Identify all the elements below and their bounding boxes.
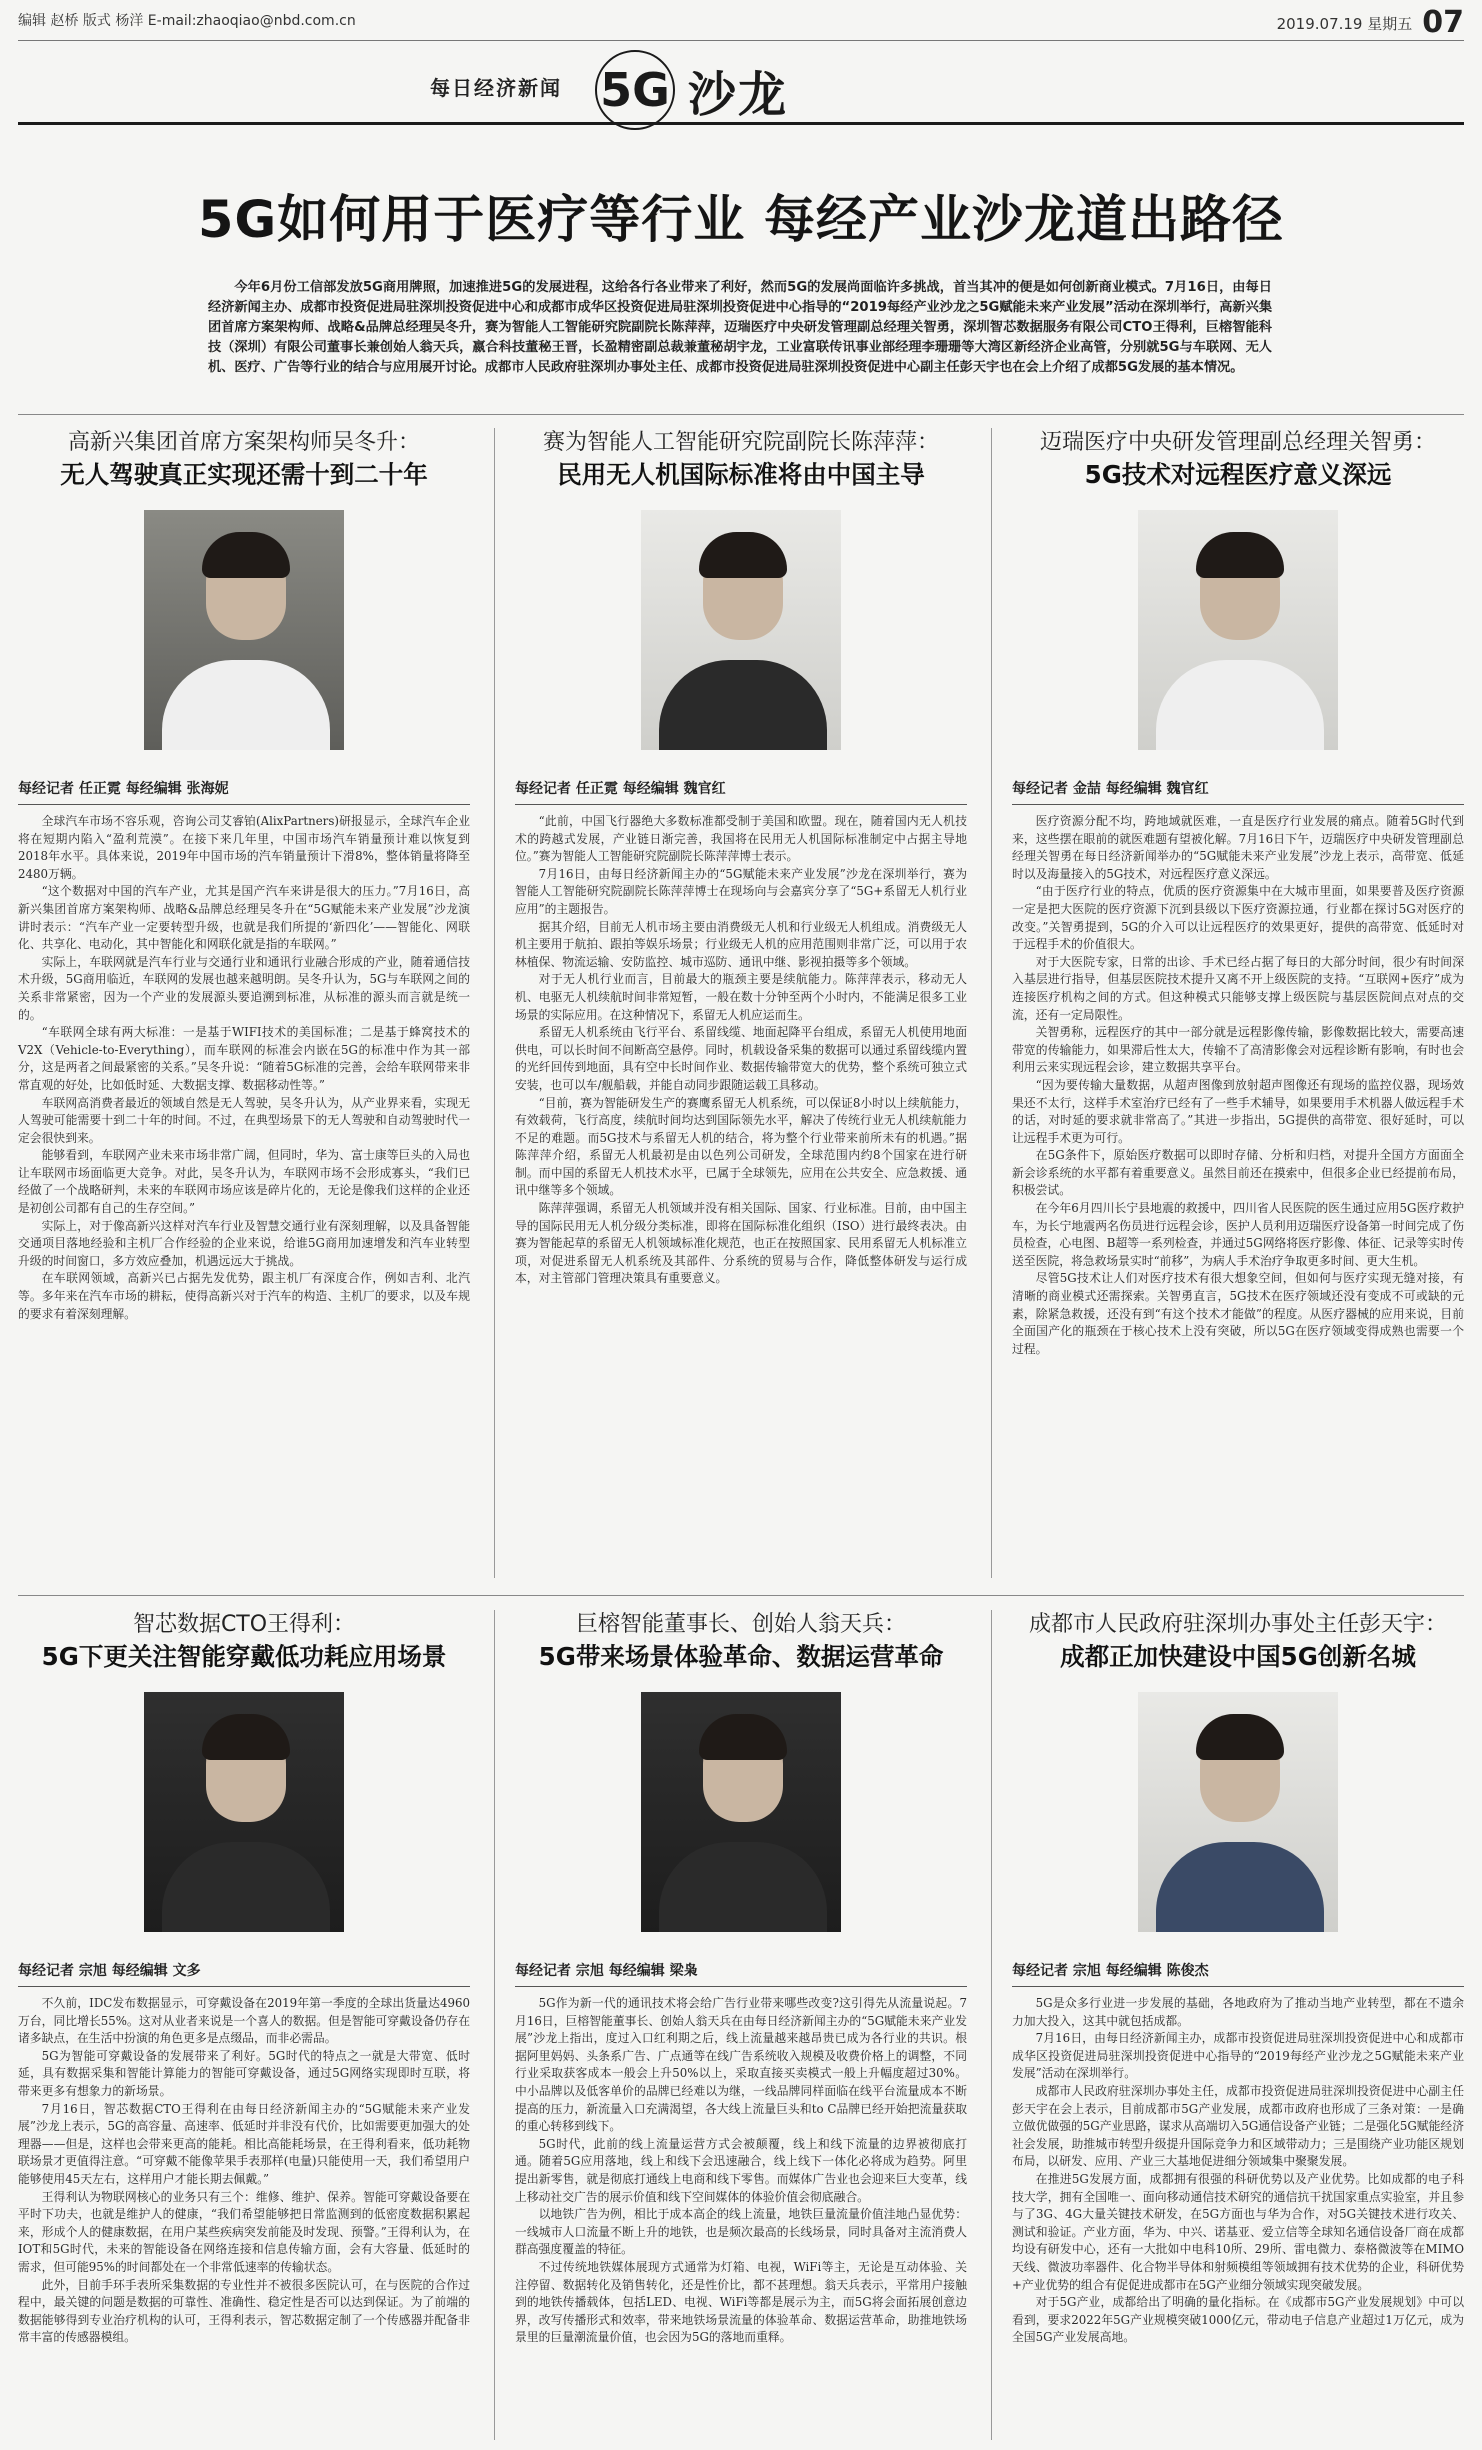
row-divider [18,1595,1464,1596]
article-body [515,1995,967,2347]
paragraph: 对于无人机行业而言，目前最大的瓶颈主要是续航能力。陈萍萍表示，移动无人机、电驱无人机续航时间非常短暂，一般在数十分钟至两个小时内，不能满足很多工业场景的实际应用。在这种情况下，系留无人机应运而生。 [515,972,967,1022]
article-body [18,813,470,1323]
section-masthead [430,50,950,130]
section-title: 沙龙 [688,67,789,123]
paragraph: 在推进5G发展方面，成都拥有很强的科研优势以及产业优势。比如成都的电子科技大学，拥有全国唯一、面向移动通信技术研究的通信抗干扰国家重点实验室，并且参与了3G、4G大量关键技术研发，在5G方面也与华为合作，对5G关键技术进行攻关、测试和验证。产业方面，华为、中兴、诺基亚、爱立信等全球知名通信设备厂商在成都均设有研发中心，还有一大批如中电科10所、29所、雷电微力、泰格微波等在MIMO天线、微波功率器件、化合物半导体和射频模组等领域拥有技术优势的企业，科研优势+产业优势的组合有促促进成都市在5G产业细分领域实现突破发展。 [1012,2171,1464,2292]
paragraph: 系留无人机系统由飞行平台、系留线缆、地面起降平台组成，系留无人机使用地面供电，可以长时间不间断高空悬停。同时，机载设备采集的数据可以通过系留线缆内置的光纤回传到地面，具有空中长时间作业、数据传输带宽大的优势，整个系统可独立式安装，也可以车/舰船载，并能自动同步跟随运载工具移动。 [515,1025,967,1092]
paragraph: 车联网高消费者最近的领域自然是无人驾驶，吴冬升认为，从产业界来看，实现无人驾驶可能需要十到二十年的时间。不过，在典型场景下的无人驾驶和自动驾驶时代一定会很快到来。 [18,1095,470,1145]
article-chen-pingping [515,428,967,1288]
byline-rule [515,1986,967,1987]
lead-rule [18,414,1464,415]
paragraph: 以地铁广告为例，相比于成本高企的线上流量，地铁巨量流量价值洼地凸显优势：一线城市人口流量不断上升的地铁，也是频次最高的长线场景，同时具备对主流消费人群高强度覆盖的特征。 [515,2207,967,2257]
paragraph: 关智勇称，远程医疗的其中一部分就是远程影像传输，影像数据比较大，需要高速带宽的传输能力，如果滞后性太大，传输不了高清影像会对远程诊断有影响，有时也会利用云来实现远程会诊，建立数据共享平台。 [1012,1025,1464,1075]
portrait-hair [202,1714,290,1760]
byline-rule [1012,1986,1464,1987]
portrait-body [659,660,827,750]
article-title: 5G技术对远程医疗意义深远 [1084,460,1392,489]
paragraph: 不久前，IDC发布数据显示，可穿戴设备在2019年第一季度的全球出货量达4960万台，同比增长55%。这对从业者来说是一个喜人的数据。但是智能可穿戴设备仍存在诸多缺点，在生活中扮演的角色更多是点缀品，而非必需品。 [18,1996,470,2046]
article-byline: 每经记者 任正霓 每经编辑 魏官红 [515,781,726,797]
column-divider [494,428,495,1578]
paragraph: 不过传统地铁媒体展现方式通常为灯箱、电视，WiFi等主，无论是互动体验、关注停留、数据转化及销售转化，还是性价比，都不甚理想。翁天兵表示，平常用户接触到的地铁传播载体，包括LED、电视、WiFi等都是展示为主，而5G将会面拓展创意边界，改写传播形式和效率，带来地铁场景流量的体验革命、数据运营革命，助推地铁场景里的巨量潮流量价值，也会因为5G的落地而重释。 [515,2259,967,2345]
portrait-photo [1138,1692,1338,1932]
paragraph: 5G作为新一代的通讯技术将会给广告行业带来哪些改变?这引得先从流量说起。7月16日，巨榕智能董事长、创始人翁天兵在由每日经济新闻主办的“5G赋能未来产业发展”沙龙上指出，度过入口红利期之后，线上流量越来越昂贵已成为各行业的共识。根据阿里妈妈、头条系广告、广点通等在线广告系统收入规模及收费价格上的调整，不同行业采取获客成本一般会上升50%以上，采取直接买卖模式一般上升幅度超过30%。中小品牌以及低客单价的品牌已经难以为继，一线品牌同样面临在线平台流量成本不断提高的压力，新流量入口充满渴望，各大线上流量巨头和to C品牌已经开始把流量获取的重心转移到线下。 [515,1996,967,2134]
paragraph: 实际上，车联网就是汽车行业与交通行业和通讯行业融合形成的产业，随着通信技术升级，5G商用临近，车联网的发展也越来越明朗。吴冬升认为，5G与车联网之间的关系非常紧密，因为一个产业的发展源头要追溯到标准，从标准的源头而言就是统一的。 [18,954,470,1022]
portrait-hair [1196,532,1284,578]
article-title: 民用无人机国际标准将由中国主导 [557,460,925,489]
5g-logo-text: 5G [600,63,670,117]
portrait-hair [202,532,290,578]
article-title: 5G下更关注智能穿戴低功耗应用场景 [41,1642,447,1671]
article-kicker: 高新兴集团首席方案架构师吴冬升： [67,430,420,455]
paragraph: 此外，目前手环手表所采集数据的专业性并不被很多医院认可，在与医院的合作过程中，最关键的问题是数据的可靠性、准确性、稳定性是否可以达到保证。为了前端的数据能够得到专业治疗机构的认可，王得利表示，智芯数据定制了一个传感器并配备非常丰富的传感器模组。 [18,2277,470,2345]
paragraph: 陈萍萍强调，系留无人机领域并没有相关国际、国家、行业标准。目前，由中国主导的国际民用无人机分级分类标准，即将在国际标准化组织（ISO）进行最终表决。由赛为智能起草的系留无人机领域标准化规范，也正在按照国家、民用系留无人机标准立项，对促进系留无人机系统及其部件、分系统的贸易与合作，降低整体研发与运行成本，对主管部门管理决策具有重要意义。 [515,1201,967,1286]
portrait-hair [1196,1714,1284,1760]
portrait-photo [641,1692,841,1932]
paragraph: 对于大医院专家，日常的出诊、手术已经占据了每日的大部分时间，很少有时间深入基层进行指导，但基层医院技术提升又离不开上级医院的支持。“互联网+医疗”成为连接医疗机构之间的方式。但这种模式只能够支撑上级医院与基层医院间点对点的交流，还有一定局限性。 [1012,954,1464,1022]
article-body [1012,813,1464,1358]
portrait-photo [641,510,841,750]
article-kicker: 成都市人民政府驻深圳办事处主任彭天宇： [1028,1612,1447,1637]
paragraph: 能够看到，车联网产业未来市场非常广阔，但同时，华为、富士康等巨头的入局也让车联网市场面临更大竞争。对此，吴冬升认为，车联网市场不会形成寡头，“我们已经做了一个战略研判，未来的车联网市场应该是碎片化的，无论是像我们这样的企业还是初创公司都有自己的生存空间。” [18,1148,470,1216]
paragraph: “由于医疗行业的特点，优质的医疗资源集中在大城市里面，如果要普及医疗资源一定是把大医院的医疗资源下沉到县级以下医疗资源拉通，行业都在探讨5G对医疗的改变。”关智勇提到，5G的介入可以让远程医疗的效果更好，提供的高带宽、低延时对于远程手术的价值很大。 [1012,884,1464,952]
article-body [515,813,967,1288]
paragraph: 7月16日，由每日经济新闻主办，成都市投资促进局驻深圳投资促进中心和成都市成华区投资促进局驻深圳投资促进中心指导的“2019每经产业沙龙之5G赋能未来产业发展”活动在深圳举行。 [1012,2031,1464,2081]
column-divider [991,428,992,1578]
portrait-body [1156,660,1324,750]
portrait-hair [699,532,787,578]
byline-rule [1012,804,1464,805]
paragraph: 据其介绍，目前无人机市场主要由消费级无人机和行业级无人机组成。消费级无人机主要用于航拍、跟拍等娱乐场景；行业级无人机的应用范围则非常广泛，可以用于农林植保、物流运输、安防监控、城市巡防、通讯中继、影视拍摄等多个领域。 [515,919,967,969]
article-byline: 每经记者 宗旭 每经编辑 陈俊杰 [1012,1963,1209,1979]
top-rule [18,40,1464,41]
paragraph: 5G为智能可穿戴设备的发展带来了利好。5G时代的特点之一就是大带宽、低时延，具有数据采集和智能计算能力的智能可穿戴设备，通过5G网络实现即时互联，将带来更多有想象力的新场景。 [18,2048,470,2098]
paragraph: 7月16日，智芯数据CTO王得利在由每日经济新闻主办的“5G赋能未来产业发展”沙龙上表示，5G的高容量、高速率、低延时并非没有代价，比如需要更加强大的处理器——但是，这样也会带来更高的能耗。相比高能耗场景，在王得利看来，低功耗物联场景才更值得注意。“可穿戴不能像苹果手表那样(电量)只能使用一天，我们希望用户能够使用45天左右，这样用户才能长期去佩戴。” [18,2101,470,2186]
article-kicker: 巨榕智能董事长、创始人翁天兵： [575,1612,906,1637]
byline-rule [515,804,967,805]
editor-credits: 编辑 赵桥 版式 杨洋 E-mail:zhaoqiao@nbd.com.cn [18,13,356,29]
lead-paragraph: 今年6月份工信部发放5G商用牌照，加速推进5G的发展进程，这给各行各业带来了利好，然而5G的发展尚面临许多挑战，首当其冲的便是如何创新商业模式。7月16日，由每日经济新闻主办、成都市投资促进局驻深圳投资促进中心和成都市成华区投资促进局驻深圳投资促进中心指导的“2019每经产业沙龙之5G赋能未来产业发展”活动在深圳举行，高新兴集团首席方案架构师、战略&品牌总经理吴冬升，赛为智能人工智能研究院副院长陈萍萍，迈瑞医疗中央研发管理副总经理关智勇，深圳智芯数据服务有限公司CTO王得利，巨榕智能科技（深圳）有限公司董事长兼创始人翁天兵，嬴合科技董秘王晋，长盈精密副总裁兼董秘胡宇龙，工业富联传讯事业部经理李珊珊等大湾区新经济企业高管，分别就5G与车联网、无人机、医疗、广告等行业的结合与应用展开讨论。成都市人民政府驻深圳办事处主任、成都市投资促进局驻深圳投资促进中心副主任彭天宇也在会上介绍了成都5G发展的基本情况。 [208,280,1272,375]
article-title: 成都正加快建设中国5G创新名城 [1060,1642,1416,1671]
article-body [1012,1995,1464,2347]
paragraph: 医疗资源分配不均，跨地域就医难，一直是医疗行业发展的痛点。随着5G时代到来，这些摆在眼前的就医难题有望被化解。7月16日下午，迈瑞医疗中央研发管理副总经理关智勇在每日经济新闻举办的“5G赋能未来产业发展”沙龙上表示，高带宽、低延时以及海量接入的5G技术，对远程医疗意义深远。 [1012,814,1464,881]
article-kicker: 赛为智能人工智能研究院副院长陈萍萍： [542,430,939,455]
paragraph: “此前，中国飞行器绝大多数标准都受制于美国和欧盟。现在，随着国内无人机技术的跨越式发展，产业链日渐完善，我国将在民用无人机国际标准制定中占据主导地位。”赛为智能人工智能研究院副院长陈萍萍博士表示。 [515,814,967,864]
article-kicker: 智芯数据CTO王得利： [132,1612,356,1637]
paragraph: 尽管5G技术让人们对医疗技术有很大想象空间，但如何与医疗实现无缝对接，有清晰的商业模式还需探索。关智勇直言，5G技术在医疗领域还没有变成不可或缺的元素，除紧急救援，还没有到“有这个技术才能做”的程度。从医疗器械的应用来说，目前全面国产化的瓶颈在于核心技术上没有突破，所以5G在医疗领域变得成熟也需要一个过程。 [1012,1271,1464,1356]
paragraph: 7月16日，由每日经济新闻主办的“5G赋能未来产业发展”沙龙在深圳举行，赛为智能人工智能研究院副院长陈萍萍博士在现场向与会嘉宾分享了“5G+系留无人机行业应用”的主题报告。 [515,866,967,916]
article-byline: 每经记者 金喆 每经编辑 魏官红 [1012,781,1209,797]
paragraph: “这个数据对中国的汽车产业，尤其是国产汽车来讲是很大的压力。”7月16日，高新兴集团首席方案架构师、战略&品牌总经理吴冬升在“5G赋能未来产业发展”沙龙演讲时表示：“汽车产业一定要转型升级，也就是我们所提的‘新四化’——智能化、网联化、共享化、电动化，其中智能化和网联化就是指的车联网。” [18,884,470,952]
issue-info [1276,5,1464,40]
masthead-rule [18,122,1464,125]
article-peng-tianyu [1012,1610,1464,2347]
paragraph: “目前，赛为智能研发生产的赛鹰系留无人机系统，可以保证8小时以上续航能力，有效载荷，飞行高度，续航时间均达到国际领先水平，解决了传统行业无人机续航能力不足的难题。而5G技术与系留无人机的结合，将为整个行业带来前所未有的机遇。”据陈萍萍介绍，系留无人机最初是由以色列公司研发，全球范围内约8个国家在进行研制。而中国的系留无人机技术水平，已属于全球领先，应用在公共安全、应急救援、通讯中继等多个领域。 [515,1095,967,1198]
paragraph: “因为要传输大量数据，从超声图像到放射超声图像还有现场的监控仪器，现场效果还不太行，这样手术室治疗已经有了一些手术辅导，如果要用手术机器人做远程手术的话，对时延的要求就非常高了。”其进一步指出，5G提供的高带宽、很好延时，可以让远程手术更为可行。 [1012,1077,1464,1145]
paragraph: 成都市人民政府驻深圳办事处主任，成都市投资促进局驻深圳投资促进中心副主任彭天宇在会上表示，目前成都市5G产业发展，成都市政府也形成了三条对策：一是确立做优做强的5G产业思路，谋求从高端切入5G通信设备产业链；二是强化5G赋能经济社会发展，助推城市转型升级提升国际竞争力和区域带动力；三是围绕产业功能区规划布局，以研发、应用、产业三大基地促进细分领域集中聚聚发展。 [1012,2083,1464,2169]
article-kicker: 迈瑞医疗中央研发管理副总经理关智勇： [1039,430,1436,455]
article-guan-zhiyong [1012,428,1464,1358]
paper-name: 每日经济新闻 [430,76,562,100]
portrait-body [1156,1842,1324,1932]
paragraph: 全球汽车市场不容乐观，咨询公司艾睿铂(AlixPartners)研报显示，全球汽车企业将在短期内陷入“盈利荒漠”。在接下来几年里，中国市场汽车销量预计难以恢复到2018年水平。具体来说，2019年中国市场的汽车销量预计下滑8%，整体销量将降至2480万辆。 [18,814,470,881]
column-divider [991,1610,992,2440]
paragraph: 在今年6月四川长宁县地震的救援中，四川省人民医院的医生通过应用5G医疗救护车，为长宁地震两名伤员进行远程会诊，医护人员利用迈瑞医疗设备第一时间完成了伤员检查，心电图、B超等一系列检查，并通过5G网络将医疗影像、体征、记录等实时传送至医院，将急救场景实时“前移”，为病人手术治疗争取更多时间、更大生机。 [1012,1201,1464,1268]
byline-rule [18,804,470,805]
paragraph: 5G是众多行业进一步发展的基础，各地政府为了推动当地产业转型，都在不遗余力加大投入，这其中就包括成都。 [1012,1996,1464,2028]
article-wu-dongsheng [18,428,470,1323]
article-byline: 每经记者 宗旭 每经编辑 梁枭 [515,1963,698,1979]
article-title: 5G带来场景体验革命、数据运营革命 [538,1642,944,1671]
byline-rule [18,1986,470,1987]
article-body [18,1995,470,2347]
article-title: 无人驾驶真正实现还需十到二十年 [60,460,428,489]
paragraph: 在5G条件下，原始医疗数据可以即时存储、分析和归档，对提升全国方方面面全新会诊系统的水平都有着重要意义。虽然目前还在摸索中，但很多企业已经提前布局，积极尝试。 [1012,1148,1464,1198]
portrait-body [162,1842,330,1932]
paragraph: 实际上，对于像高新兴这样对汽车行业及智慧交通行业有深刻理解，以及具备智能交通项目落地经验和主机厂合作经验的企业来说，给谁5G商用加速增发和汽车业转型升级的时间窗口，多方效应叠加，机遇远远大于挑战。 [18,1218,470,1268]
paragraph: 在车联网领域，高新兴已占据先发优势，跟主机厂有深度合作，例如吉利、北汽等。多年来在汽车市场的耕耘，使得高新兴对于汽车的构造、主机厂的要求，以及车规的要求有着深刻理解。 [18,1271,470,1321]
portrait-photo [144,510,344,750]
article-byline: 每经记者 宗旭 每经编辑 文多 [18,1963,201,1979]
portrait-photo [144,1692,344,1932]
paragraph: 王得利认为物联网核心的业务只有三个：维修、维护、保养。智能可穿戴设备要在平时下功夫，也就是维护人的健康，“我们希望能够把日常监测到的低密度数据积累起来，形成个人的健康数据，在用户某些疾病突发前能及时发现、预警。”王得利认为，在IOT和5G时代，未来的智能设备在网络连接和信息传输方面，会有大容量、低延时的需求，但可能95%的时间都处在一个非常低速率的传输状态。 [18,2189,470,2274]
page-headline: 5G如何用于医疗等行业 每经产业沙龙道出路径 [197,191,1285,250]
5g-logo [595,50,675,130]
paragraph: 对于5G产业，成都给出了明确的量化指标。在《成都市5G产业发展规划》中可以看到，要求2022年5G产业规模突破1000亿元，带动电子信息产业超过1万亿元，成为全国5G产业发展高地。 [1012,2295,1464,2345]
paragraph: “车联网全球有两大标准：一是基于WIFI技术的美国标准；二是基于蜂窝技术的V2X（Vehicle-to-Everything），而车联网的标准会内嵌在5G的标准中作为其一部分，这是两者之间最紧密的关系。”吴冬升说：“随着5G标准的完善，会给车联网带来非常直观的好处，比如低时延、大数据支撑、数据移动性等。” [18,1025,470,1092]
portrait-body [659,1842,827,1932]
issue-date: 2019.07.19 星期五 [1276,14,1413,33]
article-byline: 每经记者 任正霓 每经编辑 张海妮 [18,781,229,797]
portrait-body [162,660,330,750]
portrait-hair [699,1714,787,1760]
paragraph: 5G时代，此前的线上流量运营方式会被颠覆，线上和线下流量的边界被彻底打通。随着5G应用落地，线上和线下会迅速融合，线上线下一体化必将成为趋势。阿里提出新零售，就是彻底打通线上电商和线下零售。而媒体广告业也会迎来巨大变革，线上移动社交广告的展示价值和线下空间媒体的体验价值会彻底融合。 [515,2136,967,2204]
column-divider [494,1610,495,2440]
page-number: 07 [1422,5,1464,40]
article-weng-tianbing [515,1610,967,2347]
article-wang-deli [18,1610,470,2347]
portrait-photo [1138,510,1338,750]
